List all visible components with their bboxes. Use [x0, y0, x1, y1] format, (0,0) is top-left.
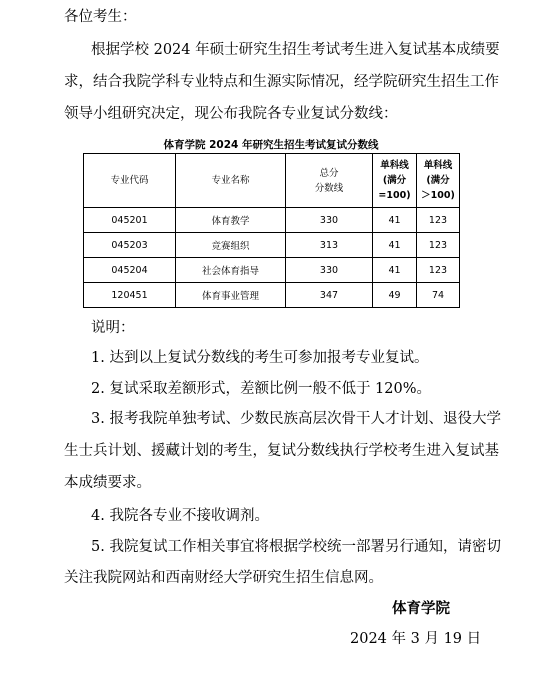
cell-single-over-100: 74 — [417, 283, 460, 308]
header-single-over-100 — [417, 154, 460, 208]
table-row — [84, 233, 460, 258]
note-item-5-line-2: 关注我院网站和西南财经大学研究生招生信息网。 — [64, 570, 383, 586]
header-single-100-line: =100) — [378, 190, 411, 201]
cell-single-over-100: 123 — [417, 258, 460, 283]
header-name: 专业名称 — [176, 154, 286, 208]
signature-date: 2024 年 3 月 19 日 — [350, 631, 482, 647]
cell-total: 330 — [286, 208, 373, 233]
cell-name: 竞赛组织 — [176, 233, 286, 258]
intro-line-3: 领导小组研究决定，现公布我院各专业复试分数线： — [64, 106, 398, 122]
note-item-3-line-2: 生士兵计划、援藏计划的考生，复试分数线执行学校考生进入复试基 — [64, 443, 499, 459]
header-single-over-100-line: ＞100) — [421, 190, 455, 201]
cell-total: 330 — [286, 258, 373, 283]
header-single-100-line: (满分 — [382, 175, 407, 186]
signature-org: 体育学院 — [392, 600, 450, 617]
header-total-line: 分数线 — [314, 182, 344, 194]
intro-line-2: 求，结合我院学科专业特点和生源实际情况，经学院研究生招生工作 — [64, 74, 499, 90]
note-item-4: 4. 我院各专业不接收调剂。 — [91, 508, 269, 524]
cell-code: 045203 — [84, 233, 176, 258]
header-single-100 — [373, 154, 417, 208]
note-item-2: 2. 复试采取差额形式，差额比例一般不低于 120%。 — [91, 381, 432, 397]
table-caption: 体育学院 2024 年研究生招生考试复试分数线 — [163, 139, 379, 151]
cell-single-100: 41 — [373, 258, 417, 283]
cell-single-100: 49 — [373, 283, 417, 308]
cell-code: 045201 — [84, 208, 176, 233]
notes-heading: 说明： — [91, 320, 135, 336]
score-table — [83, 153, 460, 308]
header-single-over-100-line: 单科线 — [423, 160, 453, 171]
intro-line-1: 根据学校 2024 年硕士研究生招生考试考生进入复试基本成绩要 — [91, 42, 500, 58]
note-item-1: 1. 达到以上复试分数线的考生可参加报考专业复试。 — [91, 350, 429, 366]
cell-single-100: 41 — [373, 233, 417, 258]
header-code: 专业代码 — [84, 154, 176, 208]
cell-single-over-100: 123 — [417, 233, 460, 258]
header-single-over-100-line: (满分 — [426, 175, 450, 186]
cell-total: 347 — [286, 283, 373, 308]
cell-single-100: 41 — [373, 208, 417, 233]
cell-total: 313 — [286, 233, 373, 258]
cell-name: 体育事业管理 — [176, 283, 286, 308]
cell-name: 社会体育指导 — [176, 258, 286, 283]
cell-code: 045204 — [84, 258, 176, 283]
note-item-3-line-1: 3. 报考我院单独考试、少数民族高层次骨干人才计划、退役大学 — [91, 411, 501, 427]
note-item-3-line-3: 本成绩要求。 — [64, 475, 151, 491]
table-header-row — [84, 154, 460, 208]
table-row — [84, 208, 460, 233]
header-single-100-line: 单科线 — [380, 160, 409, 171]
cell-name: 体育教学 — [176, 208, 286, 233]
cell-single-over-100: 123 — [417, 208, 460, 233]
note-item-5-line-1: 5. 我院复试工作相关事宜将根据学校统一部署另行通知，请密切 — [91, 539, 501, 555]
table-row — [84, 258, 460, 283]
header-total — [286, 154, 373, 208]
salutation: 各位考生： — [64, 9, 137, 25]
header-total-line: 总分 — [319, 167, 339, 179]
cell-code: 120451 — [84, 283, 176, 308]
table-row — [84, 283, 460, 308]
